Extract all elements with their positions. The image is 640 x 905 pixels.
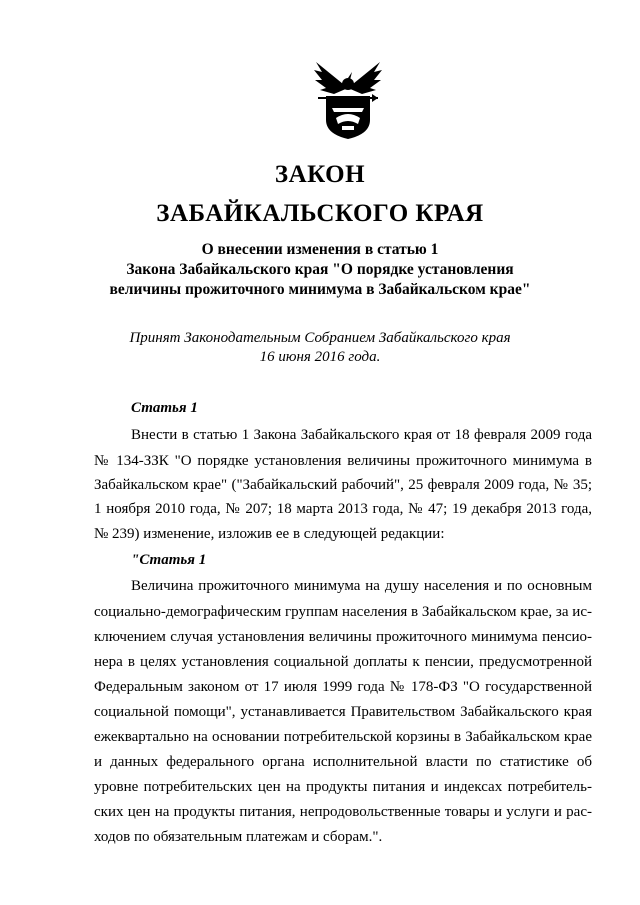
article-1-line: № 239) изменение, изложив ее в следующей редакции: — [94, 526, 445, 542]
document-type-title: ЗАКОН — [274, 161, 366, 188]
quoted-article-line: Величина прожиточного минимума на душу населения и по основным — [131, 578, 592, 594]
quoted-article-heading: "Статья 1 — [131, 552, 207, 568]
subtitle-line-1: О внесении изменения в статью 1 — [201, 241, 439, 258]
article-1-line: № 134-ЗЗК "О порядке установления величины прожиточного минимума в — [94, 453, 592, 469]
article-1-heading: Статья 1 — [131, 400, 198, 416]
quoted-article-line: ключением случая установления величины прожиточного минимума пенсио- — [94, 629, 592, 645]
region-title: ЗАБАЙКАЛЬСКОГО КРАЯ — [156, 200, 484, 227]
article-1-line: Внести в статью 1 Закона Забайкальского края от 18 февраля 2009 года — [131, 427, 592, 443]
quoted-article-line: ежеквартально на основании потребительской корзины в Забайкальском крае — [94, 729, 592, 745]
article-1-line: 1 ноября 2010 года, № 207; 18 марта 2013 года, № 47; 19 декабря 2013 года, — [94, 501, 592, 517]
quoted-article-line: и данных федерального органа исполнительной власти по статистике об — [94, 754, 592, 770]
article-1-line: Забайкальском крае" ("Забайкальский рабочий", 25 февраля 2009 года, № 35; — [94, 477, 592, 493]
quoted-article-line: социально-демографическим группам населения в Забайкальском крае, за ис- — [94, 604, 592, 620]
quoted-article-line: Федеральным законом от 17 июля 1999 года № 178-ФЗ "О государственной — [94, 679, 592, 695]
subtitle-line-3: величины прожиточного минимума в Забайкальском крае" — [109, 281, 531, 298]
quoted-article-line: социальной помощи", устанавливается Правительством Забайкальского края — [94, 704, 592, 720]
coat-of-arms-icon — [312, 58, 384, 140]
quoted-article-line: нера в целях установления социальной доплаты к пенсии, предусмотренной — [94, 654, 592, 670]
quoted-article-line: уровне потребительских цен на продукты питания и индексах потребитель- — [94, 779, 592, 795]
quoted-article-line: ских цен на продукты питания, непродовольственные товары и услуги и рас- — [94, 804, 592, 820]
adopted-by-line: Принят Законодательным Собранием Забайкальского края — [129, 330, 511, 346]
subtitle-line-2: Закона Забайкальского края "О порядке установления — [126, 261, 514, 278]
adopted-date-line: 16 июня 2016 года. — [259, 349, 381, 365]
quoted-article-line: ходов по обязательным платежам и сборам.". — [94, 829, 383, 845]
